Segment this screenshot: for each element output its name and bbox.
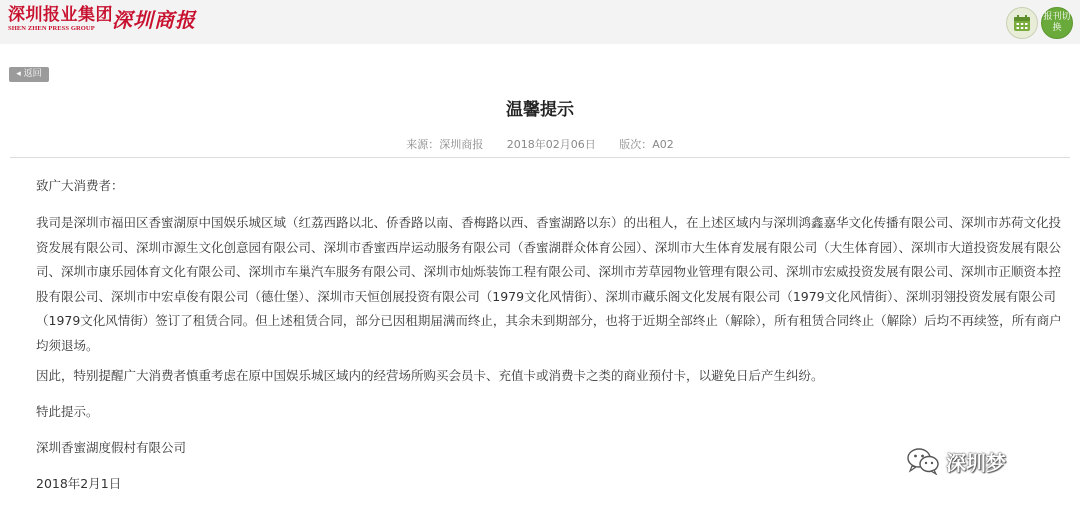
newspaper-logo: 深圳商报 bbox=[112, 8, 196, 32]
press-group-name: 深圳报业集团 bbox=[8, 5, 113, 25]
paper-switch-button[interactable]: 报刊切换 bbox=[1041, 7, 1073, 39]
article-source: 来源：深圳商报 bbox=[406, 138, 484, 151]
watermark-text: 深圳梦 bbox=[946, 450, 1006, 475]
signature-company: 深圳香蜜湖度假村有限公司 bbox=[36, 440, 187, 455]
body-paragraph: 我司是深圳市福田区香蜜湖原中国娱乐城区域（红荔西路以北、侨香路以南、香梅路以西、香蜜湖路以东）的出租人，在上述区域内与深圳鸿鑫嘉华文化传播有限公司、深圳市苏荷文化投资发展有限公司、深圳市源生文化创意园有限公司、深圳市香蜜西岸运动服务有限公司（香蜜湖群众体育公园）、深圳市大生体育发展有限公司（大生体育园）、深圳市大道投资发展有限公司、深圳市康乐园体育文化有限公司、深圳市车巢汽车服务有限公司、深圳市灿烁装饰工程有限公司、深圳市芳草园物业管理有限公司、深圳市宏威投资发展有限公司、深圳市正顺资本控股有限公司、深圳市中宏卓俊有限公司（德仕堡）、深圳市天恒创展投资有限公司（1979文化风情街）、深圳市藏乐阁文化发展有限公司（1979文化风情街）、深圳羽翎投资发展有限公司（1979文化风情街）签订了租赁合同。但上述租赁合同，部分已因租期届满而终止，其余未到期部分，也将于近期全部终止（解除），所有租赁合同终止（解除）后均不再续签，所有商户均须退场。 bbox=[36, 215, 1062, 353]
press-group-logo bbox=[8, 5, 113, 33]
calendar-button[interactable] bbox=[1006, 7, 1038, 39]
masthead-bar bbox=[0, 0, 1080, 44]
calendar-icon bbox=[1013, 14, 1031, 32]
article-meta bbox=[0, 136, 1080, 152]
wechat-watermark bbox=[906, 446, 1006, 476]
greeting: 致广大消费者： bbox=[36, 178, 124, 193]
wechat-icon bbox=[906, 447, 940, 475]
article-date: 2018年02月06日 bbox=[506, 138, 596, 151]
reminder-paragraph: 因此，特别提醒广大消费者慎重考虑在原中国娱乐城区域内的经营场所购买会员卡、充值卡或消费卡之类的商业预付卡，以避免日后产生纠纷。 bbox=[36, 368, 824, 383]
back-button[interactable]: ◂ 返回 bbox=[9, 67, 49, 82]
closing-line: 特此提示。 bbox=[36, 404, 99, 419]
article-edition: 版次：A02 bbox=[619, 138, 674, 151]
press-group-name-en: SHEN ZHEN PRESS GROUP bbox=[8, 25, 95, 32]
meta-divider bbox=[10, 157, 1070, 158]
signature-date: 2018年2月1日 bbox=[36, 476, 122, 491]
article-title: 温馨提示 bbox=[506, 100, 574, 120]
